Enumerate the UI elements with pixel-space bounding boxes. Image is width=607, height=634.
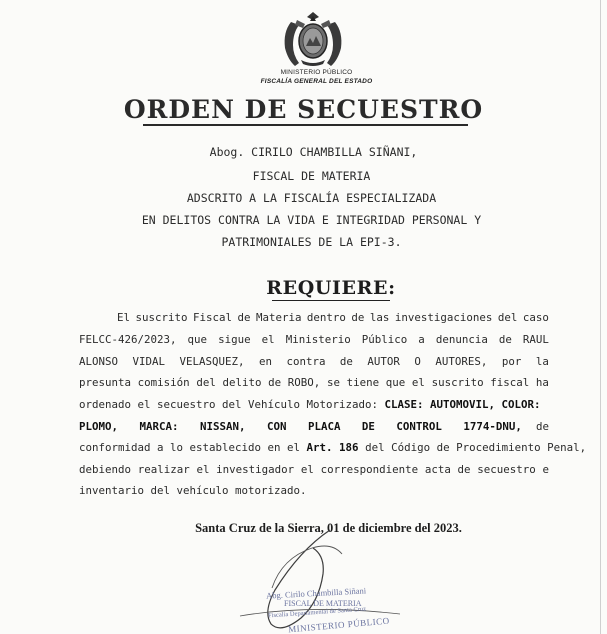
word: PLACA — [307, 420, 341, 433]
word: el — [196, 463, 210, 476]
word: las — [369, 311, 390, 324]
stamp-institution: MINISTERIO PÚBLICO — [287, 615, 391, 634]
article-reference: Art. 186 — [306, 441, 359, 454]
word: en — [258, 355, 272, 368]
coat-of-arms-emblem — [277, 8, 349, 70]
word: ha — [535, 376, 549, 389]
word: AUTOR — [367, 355, 400, 368]
word: delito — [222, 376, 262, 389]
stamp-office: Fiscalía Departamental de Santa Cruz — [267, 605, 367, 620]
word: Ministerio — [285, 333, 351, 346]
word: VIDAL — [132, 355, 165, 368]
body-line-7-pre: conformidad a lo establecido en el — [79, 441, 301, 454]
word: de — [498, 333, 512, 346]
body-line-5-text: ordenado el secuestro del Vehículo Motorizado: — [79, 398, 379, 411]
word: el — [261, 333, 275, 346]
place-and-date: Santa Cruz de la Sierra, 01 de diciembre del 2023. — [195, 521, 462, 535]
word: Fiscal — [192, 311, 232, 324]
body-line-6 — [79, 420, 549, 433]
word: tiene — [346, 376, 380, 389]
word: el — [411, 376, 425, 389]
body-line-7 — [79, 441, 587, 454]
word: la — [535, 355, 549, 368]
word: de — [339, 355, 353, 368]
word: DE — [361, 420, 375, 433]
word: comisión — [137, 376, 190, 389]
word: suscrito — [431, 376, 484, 389]
word: NISSAN, — [199, 420, 246, 433]
word: del — [497, 311, 518, 324]
word: Público — [361, 333, 408, 346]
body-line-9: inventario del vehículo motorizado. — [79, 484, 307, 497]
word: investigador — [216, 463, 295, 476]
word: de — [237, 311, 251, 324]
word: que — [385, 376, 406, 389]
word: de — [351, 311, 365, 324]
word: RAUL — [522, 333, 549, 346]
word: PLOMO, — [79, 420, 119, 433]
vehicle-details — [79, 420, 522, 433]
word: acta — [424, 463, 451, 476]
word: el — [300, 463, 314, 476]
word: debiendo — [79, 463, 132, 476]
word: que — [187, 333, 208, 346]
word: se — [326, 376, 340, 389]
stamp-role: FISCAL DE MATERIA — [284, 599, 362, 608]
document-title: ORDEN DE SECUESTRO — [123, 95, 484, 124]
word: contra — [286, 355, 326, 368]
word: del — [196, 376, 216, 389]
word: suscrito — [135, 311, 188, 324]
body-line-5 — [79, 398, 549, 411]
body-line-4 — [79, 376, 549, 389]
word: CON — [266, 420, 287, 433]
assignment-line-2: EN DELITOS CONTRA LA VIDA E INTEGRIDAD PERSONAL Y — [141, 213, 482, 227]
word: ROBO, — [287, 376, 321, 389]
word: correspondiente — [320, 463, 419, 476]
prosecutor-name: Abog. CIRILO CHAMBILLA SIÑANI, — [209, 145, 418, 159]
assignment-line-1: ADSCRITO A LA FISCALÍA ESPECIALIZADA — [186, 191, 437, 205]
word: FELCC-426/2023, — [79, 333, 177, 346]
word: realizar — [137, 463, 190, 476]
word: 1774-DNU, — [463, 420, 522, 433]
requiere-underline — [272, 300, 390, 301]
word: caso — [522, 311, 549, 324]
word: de — [268, 376, 282, 389]
prosecutor-role: FISCAL DE MATERIA — [252, 169, 371, 183]
vehicle-class-color: CLASE: AUTOMOVIL, COLOR: — [384, 398, 541, 411]
word: e — [542, 463, 549, 476]
body-line-6-end: de — [535, 420, 549, 433]
assignment-line-3: PATRIMONIALES DE LA EPI-3. — [221, 235, 402, 249]
word: CONTROL — [396, 420, 442, 433]
ministry-label: MINISTERIO PÚBLICO — [280, 69, 353, 76]
office-label: FISCALÍA GENERAL DEL ESTADO — [260, 78, 373, 85]
requiere-heading: REQUIERE: — [266, 277, 396, 299]
title-underline — [143, 124, 468, 126]
body-line-3 — [79, 355, 549, 368]
word: secuestro — [477, 463, 536, 476]
word: ALONSO — [79, 355, 119, 368]
word: O — [414, 355, 421, 368]
word: presunta — [79, 376, 132, 389]
official-stamp — [258, 586, 408, 634]
word: El — [117, 311, 131, 324]
word: investigaciones — [394, 311, 493, 324]
word: a — [418, 333, 425, 346]
body-line-8 — [79, 463, 549, 476]
word: dentro — [306, 311, 346, 324]
word: Materia — [255, 311, 302, 324]
word: denuncia — [435, 333, 488, 346]
word: fiscal — [490, 376, 530, 389]
word: AUTORES, — [435, 355, 488, 368]
word: de — [457, 463, 471, 476]
body-line-1 — [117, 311, 549, 324]
word: VELASQUEZ, — [179, 355, 245, 368]
stamp-name: Abg. Cirilo Chambilla Siñani — [265, 585, 367, 601]
word: MARCA: — [139, 420, 179, 433]
word: sigue — [218, 333, 251, 346]
word: por — [501, 355, 522, 368]
body-line-7-post: del Código de Procedimiento Penal, — [365, 441, 587, 454]
body-line-2 — [79, 333, 549, 346]
